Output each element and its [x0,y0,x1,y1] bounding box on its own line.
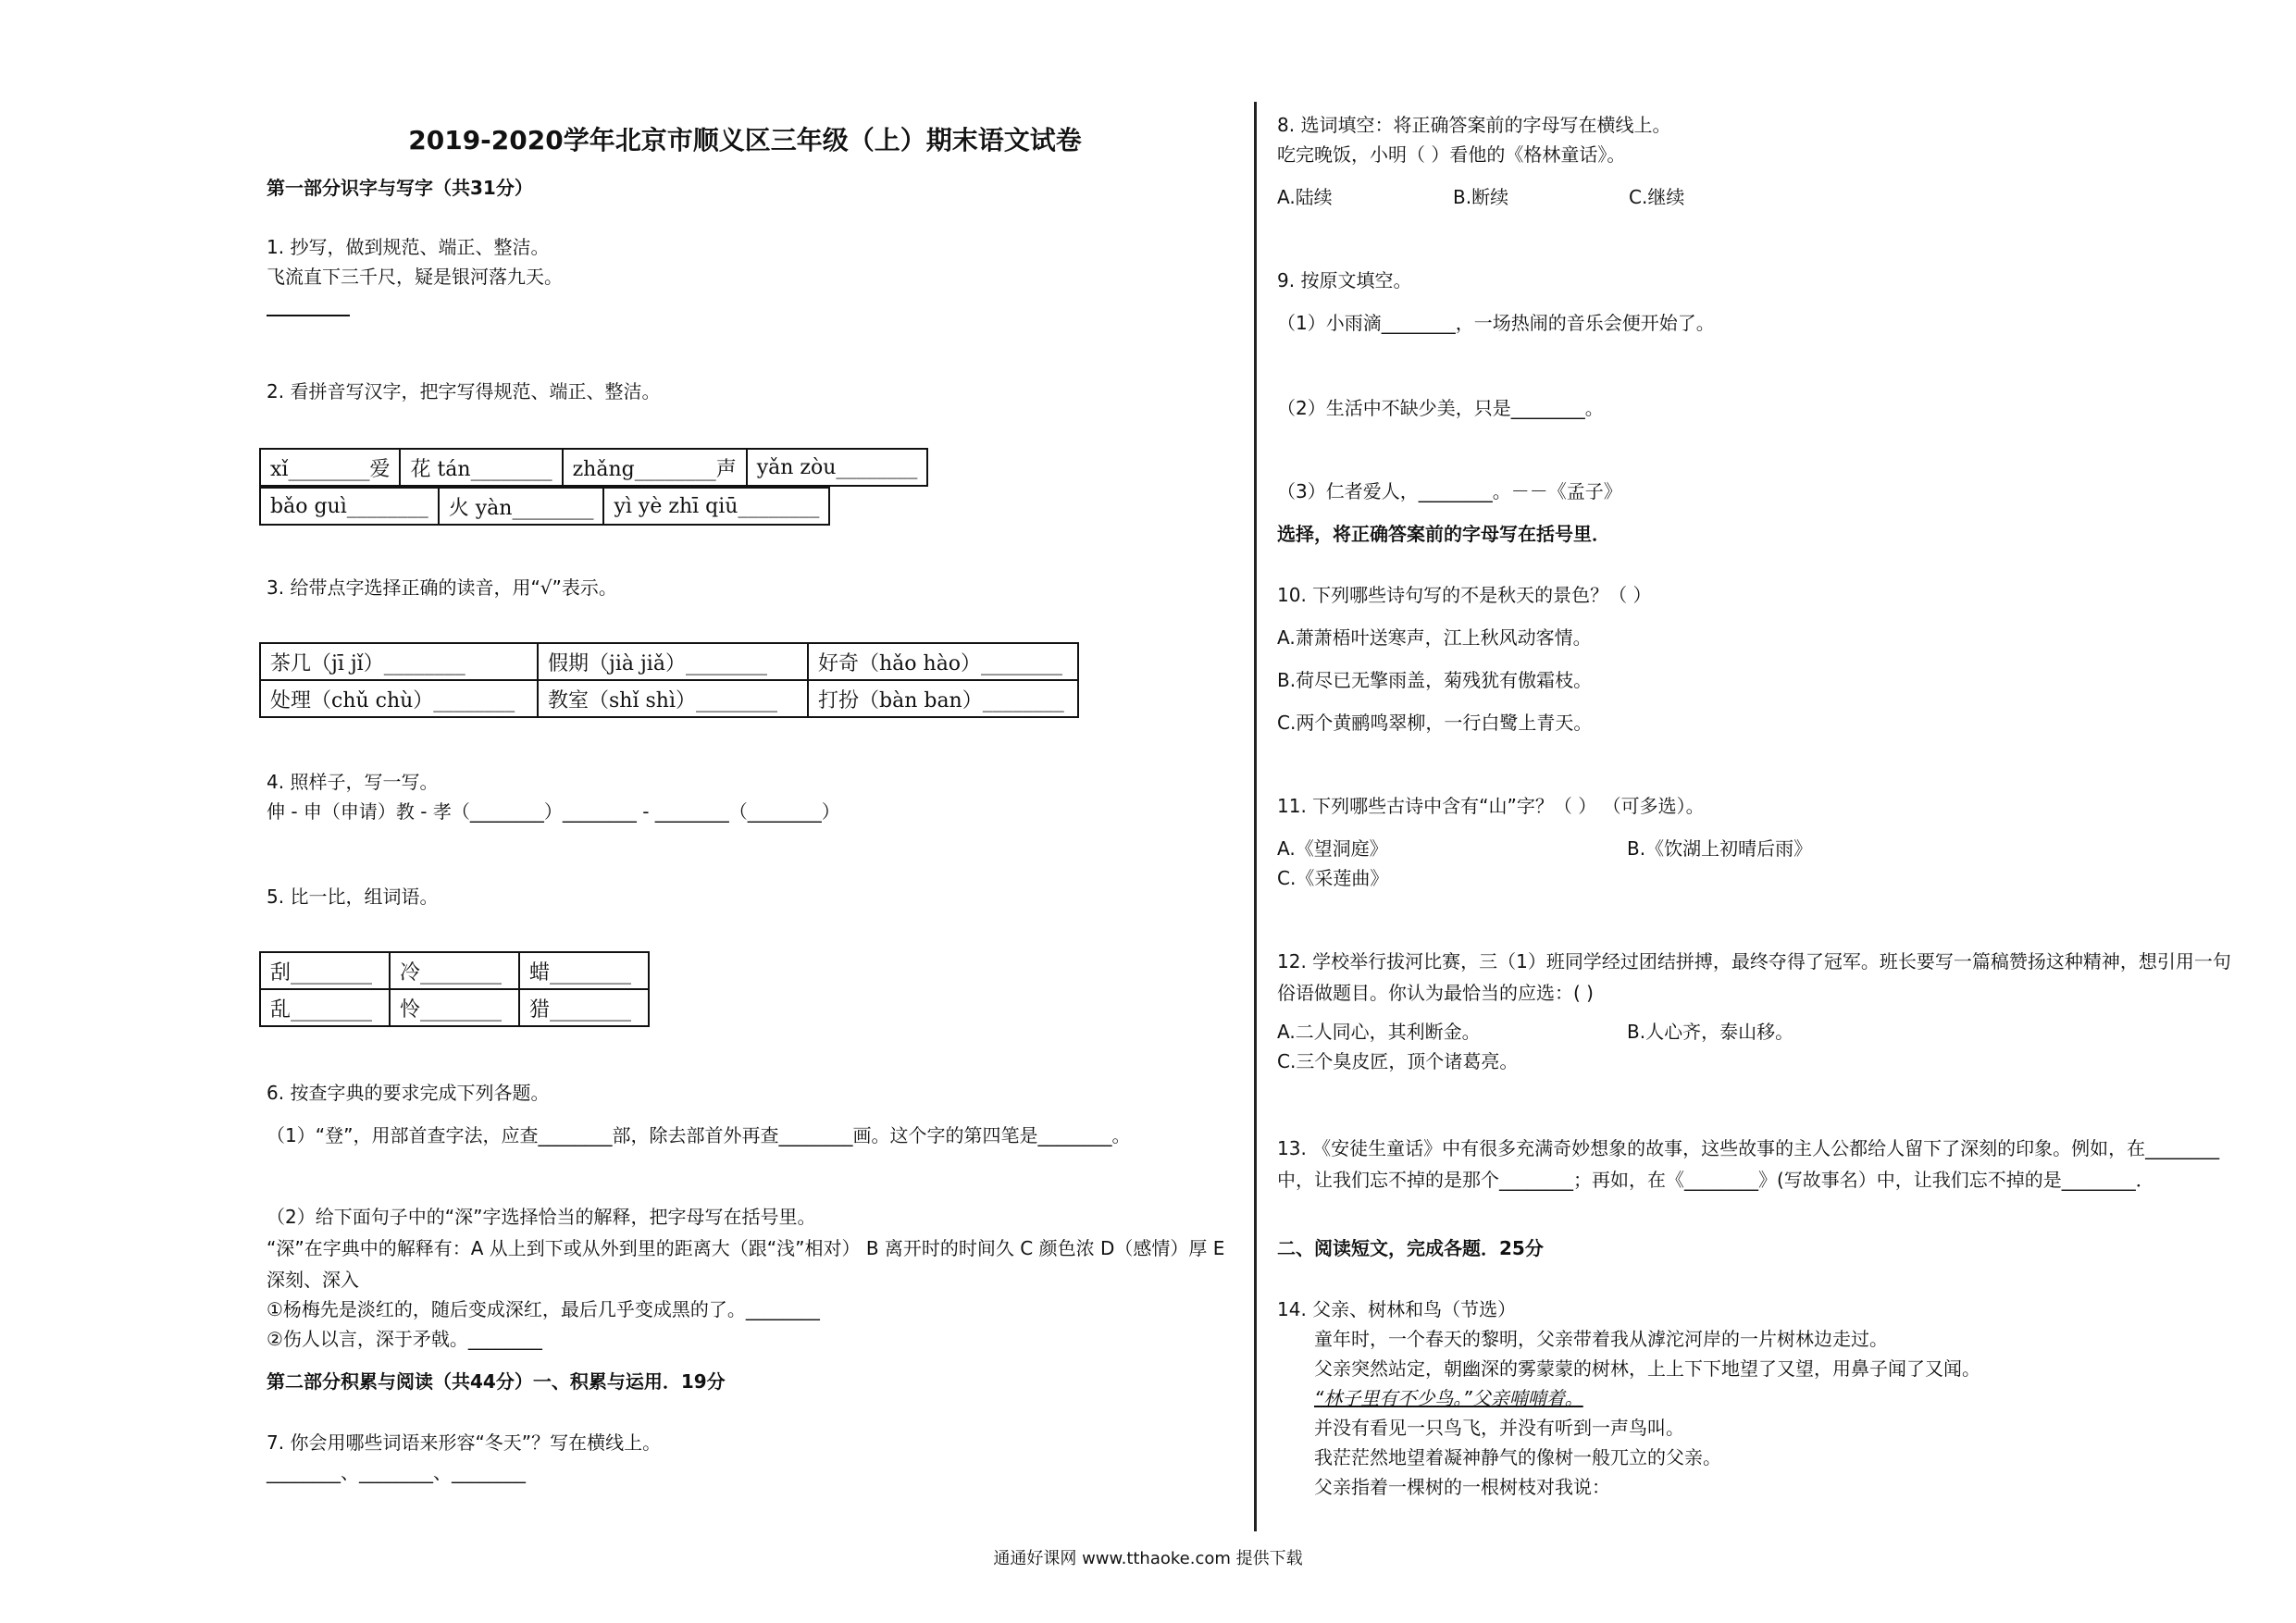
q10-stem: 10. 下列哪些诗句写的不是秋天的景色？（ ） [1277,584,1652,606]
passage-quote-underlined: “林子里有不少鸟。”父亲喃喃着。 [1314,1387,1583,1409]
q6-sub2: （2）给下面句子中的“深”字选择恰当的解释，把字母写在括号里。 [267,1206,816,1228]
q7-blanks[interactable]: ________、________、________ [267,1461,526,1483]
q3-cell[interactable]: 打扮（bàn ban）________ [808,680,1078,717]
q1-answer-blank[interactable] [267,294,350,324]
q2-cell[interactable]: 火 yàn________ [439,488,604,525]
q14-title: 14. 父亲、树林和鸟（节选） [1277,1298,1517,1320]
q2-pinyin-table-row2 [259,487,830,526]
q13-stem[interactable]: 13. 《安徒生童话》中有很多充满奇妙想象的故事，这些故事的主人公都给人留下了深刻的印象。例如，在________中，让我们忘不掉的是那个________；再如，在《________》(写故事名）中，让我们忘不掉的是________． [1277,1137,2220,1191]
q3-cell[interactable]: 好奇（hǎo hào）________ [808,643,1078,680]
q9-sub2[interactable]: （2）生活中不缺少美，只是________。 [1277,397,1604,419]
q10-option-c[interactable]: C.两个黄鹂鸣翠柳，一行白鹭上青天。 [1277,712,1593,734]
q3-cell[interactable]: 茶几（jī jǐ）________ [260,643,538,680]
q12-stem: 12. 学校举行拔河比赛，三（1）班同学经过团结拼搏，最终夺得了冠军。班长要写一篇稿赞扬这种精神，想引用一句俗语做题目。你认为最恰当的应选：( ) [1277,950,2231,1004]
q7-stem: 7. 你会用哪些词语来形容“冬天”？写在横线上。 [267,1431,662,1454]
table-row [260,449,927,486]
q5-cell[interactable]: 冷________ [390,952,519,989]
q12-option-a[interactable]: A.二人同心，其利断金。 [1277,1021,1481,1043]
q2-pinyin-table [259,448,928,487]
q2-cell[interactable]: xǐ________爱 [260,449,400,486]
table-row [260,952,649,989]
part2-heading: 第二部分积累与阅读（共44分）一、积累与运用．19分 [267,1370,726,1393]
q11-option-a[interactable]: A.《望洞庭》 [1277,837,1388,860]
q6-sentence2[interactable]: ②伤人以言，深于矛戟。________ [267,1328,542,1350]
passage-paragraph: 我茫茫然地望着凝神静气的像树一般兀立的父亲。 [1314,1446,1721,1468]
q11-option-c[interactable]: C.《采莲曲》 [1277,867,1389,889]
table-row [260,643,1078,680]
q2-cell[interactable]: yǎn zòu________ [747,449,928,486]
q5-cell[interactable]: 刮________ [260,952,390,989]
q3-cell[interactable]: 教室（shǐ shì）________ [538,680,808,717]
q8-sentence: 吃完晚饭，小明（ ）看他的《格林童话》。 [1277,143,1626,166]
q8-option-a[interactable]: A.陆续 [1277,186,1333,208]
reading-section-heading: 二、阅读短文，完成各题．25分 [1277,1237,1544,1259]
page-footer: 通通好课网 www.tthaoke.com 提供下载 [993,1549,1303,1568]
q2-cell[interactable]: bǎo guì________ [260,488,439,525]
passage-paragraph: 父亲突然站定，朝幽深的雾蒙蒙的树林，上上下下地望了又望，用鼻子闻了又闻。 [1314,1357,1980,1380]
q4-example[interactable]: 伸 - 申（申请）教 - 孝（________）________ - ________（________） [267,800,840,823]
q6-stem: 6. 按查字典的要求完成下列各题。 [267,1082,550,1104]
q5-cell[interactable]: 怜________ [390,989,519,1026]
q5-cell[interactable]: 猎________ [519,989,649,1026]
q10-option-b[interactable]: B.荷尽已无擎雨盖，菊残犹有傲霜枝。 [1277,669,1593,691]
q9-stem: 9. 按原文填空。 [1277,269,1412,291]
q1-stem: 1. 抄写，做到规范、端正、整洁。 [267,236,550,258]
q2-cell[interactable]: 花 tán________ [400,449,562,486]
q5-cell[interactable]: 蜡________ [519,952,649,989]
q3-stem: 3. 给带点字选择正确的读音，用“√”表示。 [267,576,617,599]
q4-stem: 4. 照样子，写一写。 [267,771,439,793]
column-divider [1254,102,1257,1531]
q3-cell[interactable]: 假期（jià jiǎ）________ [538,643,808,680]
q11-stem: 11. 下列哪些古诗中含有“山”字？（ ） （可多选）。 [1277,795,1705,817]
q2-stem: 2. 看拼音写汉字，把字写得规范、端正、整洁。 [267,380,661,403]
q1-poem: 飞流直下三千尺，疑是银河落九天。 [267,266,563,288]
q6-sentence1[interactable]: ①杨梅先是淡红的，随后变成深红，最后几乎变成黑的了。________ [267,1298,820,1320]
q6-sub1[interactable]: （1）“登”，用部首查字法，应查________部，除去部首外再查________画。这个字的第四笔是________。 [267,1124,1131,1146]
q12-option-b[interactable]: B.人心齐，泰山移。 [1627,1021,1794,1043]
q9-sub3[interactable]: （3）仁者爱人，________。－－《孟子》 [1277,480,1622,502]
q8-option-b[interactable]: B.断续 [1453,186,1509,208]
q5-compare-table [259,951,650,1027]
passage-paragraph: 童年时，一个春天的黎明，父亲带着我从滹沱河岸的一片树林边走过。 [1314,1328,1888,1350]
q12-option-c[interactable]: C.三个臭皮匠，顶个诸葛亮。 [1277,1050,1519,1072]
q11-option-b[interactable]: B.《饮湖上初晴后雨》 [1627,837,1813,860]
passage-paragraph: 并没有看见一只鸟飞，并没有听到一声鸟叫。 [1314,1417,1684,1439]
q2-cell[interactable]: zhǎng________声 [563,449,747,486]
q5-cell[interactable]: 乱________ [260,989,390,1026]
table-row [260,680,1078,717]
q3-cell[interactable]: 处理（chǔ chù）________ [260,680,538,717]
q10-option-a[interactable]: A.萧萧梧叶送寒声，江上秋风动客情。 [1277,626,1592,649]
choice-section-heading: 选择，将正确答案前的字母写在括号里． [1277,523,1610,545]
passage-paragraph: 父亲指着一棵树的一根树枝对我说： [1314,1476,1610,1498]
exam-title: 2019-2020学年北京市顺义区三年级（上）期末语文试卷 [408,125,1082,155]
q9-sub1[interactable]: （1）小雨滴________，一场热闹的音乐会便开始了。 [1277,312,1715,334]
q5-stem: 5. 比一比，组词语。 [267,886,439,908]
table-row [260,488,829,525]
table-row [260,989,649,1026]
q3-reading-table [259,642,1079,718]
q8-stem: 8. 选词填空：将正确答案前的字母写在横线上。 [1277,114,1671,136]
q8-option-c[interactable]: C.继续 [1629,186,1685,208]
q2-cell[interactable]: yì yè zhī qiū________ [603,488,829,525]
part1-heading: 第一部分识字与写字（共31分） [267,177,533,199]
q6-definitions: “深”在字典中的解释有：A 从上到下或从外到里的距离大（跟“浅”相对） B 离开时的时间久 C 颜色浓 D（感情）厚 E 深刻、深入 [267,1237,1225,1291]
